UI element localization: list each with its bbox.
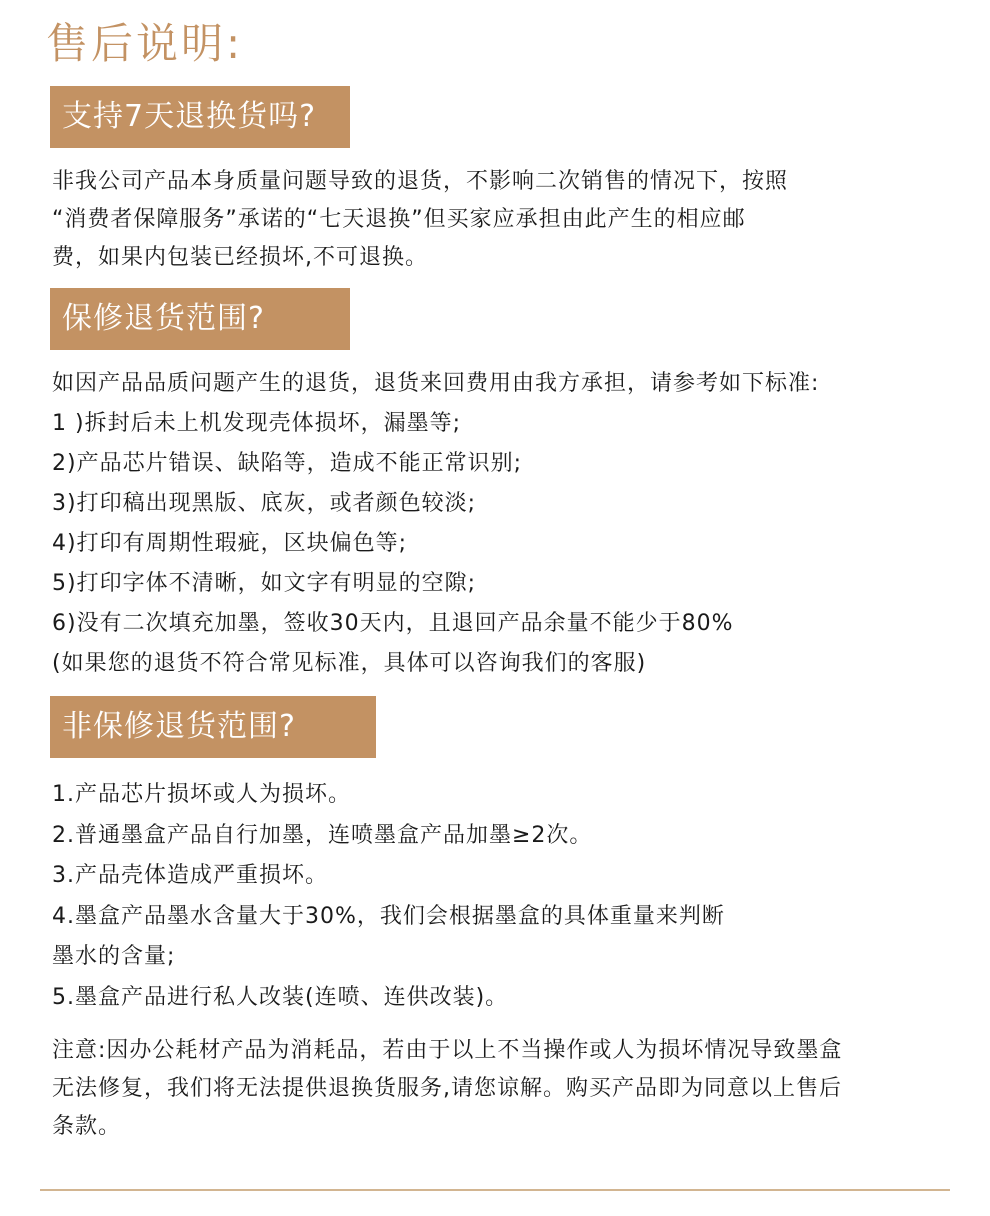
list-item: 6)没有二次填充加墨，签收30天内，且退回产品余量不能少于80% [52, 611, 734, 636]
notice-line: 无法修复，我们将无法提供退换货服务,请您谅解。购买产品即为同意以上售后 [52, 1076, 842, 1101]
list-item: (如果您的退货不符合常见标准，具体可以咨询我们的客服) [52, 651, 647, 676]
section-heading-non-warranty-scope: 非保修退货范围? [50, 696, 376, 758]
list-item: 5)打印字体不清晰，如文字有明显的空隙; [52, 571, 476, 596]
notice-line: 条款。 [52, 1114, 122, 1139]
list-item: 墨水的含量; [52, 944, 176, 969]
section-heading-warranty-scope: 保修退货范围? [50, 288, 350, 350]
bottom-divider [40, 1189, 950, 1191]
list-item: 2)产品芯片错误、缺陷等，造成不能正常识别; [52, 451, 522, 476]
paragraph-line: 费，如果内包装已经损坏,不可退换。 [52, 245, 428, 270]
section-heading-7day-return: 支持7天退换货吗? [50, 86, 350, 148]
list-item: 1 )拆封后未上机发现壳体损坏，漏墨等; [52, 411, 461, 436]
section-body-7day-return [52, 163, 788, 277]
list-item: 3.产品壳体造成严重损坏。 [52, 863, 328, 888]
list-item: 4)打印有周期性瑕疵，区块偏色等; [52, 531, 407, 556]
list-item: 3)打印稿出现黑版、底灰，或者颜色较淡; [52, 491, 476, 516]
page-title: 售后说明: [46, 19, 244, 68]
list-item: 1.产品芯片损坏或人为损坏。 [52, 782, 351, 807]
list-item: 2.普通墨盒产品自行加墨，连喷墨盒产品加墨≥2次。 [52, 822, 593, 848]
paragraph-line: “消费者保障服务”承诺的“七天退换”但买家应承担由此产生的相应邮 [52, 207, 746, 232]
list-item: 如因产品品质问题产生的退货，退货来回费用由我方承担，请参考如下标准: [52, 371, 820, 396]
list-item: 5.墨盒产品进行私人改装(连喷、连供改装)。 [52, 984, 509, 1010]
section-body-warranty-scope [52, 364, 819, 684]
section-body-non-warranty-scope [52, 775, 725, 1018]
paragraph-line: 非我公司产品本身质量问题导致的退货，不影响二次销售的情况下，按照 [52, 169, 789, 194]
notice-line: 注意:因办公耗材产品为消耗品，若由于以上不当操作或人为损坏情况导致墨盒 [52, 1038, 843, 1063]
list-item: 4.墨盒产品墨水含量大于30%，我们会根据墨盒的具体重量来判断 [52, 903, 725, 929]
notice-block [52, 1032, 842, 1146]
